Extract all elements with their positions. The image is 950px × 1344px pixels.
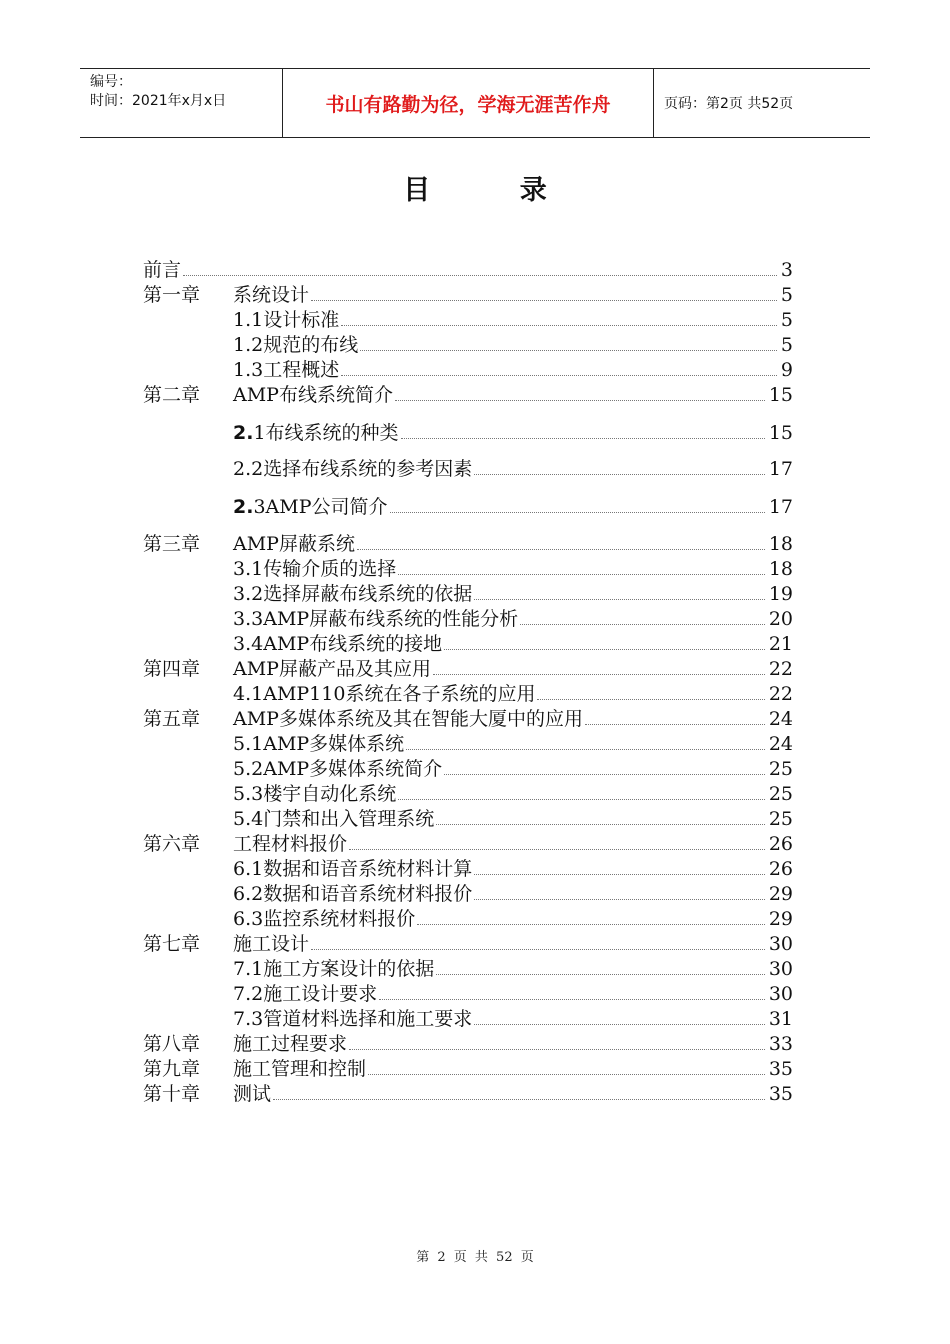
toc-row[interactable]: [143, 807, 803, 831]
toc-entry-text: 2.2选择布线系统的参考因素: [233, 458, 473, 480]
toc-dot-leader: [395, 400, 765, 401]
toc-chapter-label: 第十章: [143, 1083, 201, 1105]
page-title: 目 录: [403, 175, 587, 206]
toc-page-number: 26: [768, 833, 793, 855]
toc-entry-text: AMP屏蔽系统: [233, 533, 355, 555]
toc-entry-title: [233, 582, 472, 606]
header-motto: 书山有路勤为径，学海无涯苦作舟: [283, 69, 654, 137]
toc-entry-text: 1.1设计标准: [233, 309, 340, 331]
toc-dot-leader: [349, 849, 765, 850]
toc-dot-leader: [311, 949, 765, 950]
toc-entry-prefix: 2.: [233, 496, 254, 518]
toc-entry-text: 5.3楼宇自动化系统: [233, 783, 397, 805]
toc-page-number: 35: [768, 1083, 793, 1105]
toc-chapter-label: 第四章: [143, 658, 201, 680]
toc-entry-title: [233, 532, 355, 556]
toc-page-number: 5: [780, 284, 793, 306]
toc-entry-prefix: 2.: [233, 422, 254, 444]
toc-entry-text: 工程材料报价: [233, 833, 348, 855]
toc-row[interactable]: [143, 495, 803, 519]
toc-entry-title: [233, 807, 434, 831]
toc-entry-text: 5.1AMP多媒体系统: [233, 733, 405, 755]
toc-page-number: 9: [780, 359, 793, 381]
toc-page-number: 17: [768, 496, 793, 518]
toc-entry-title: [233, 732, 404, 756]
toc-entry-title: [233, 657, 431, 681]
toc-row[interactable]: [143, 832, 803, 856]
toc-entry-text: 测试: [233, 1083, 272, 1105]
toc-entry-text: 1.3工程概述: [233, 359, 340, 381]
toc-row[interactable]: [143, 421, 803, 445]
toc-entry-title: [233, 682, 535, 706]
header-table: [80, 68, 870, 138]
toc-dot-leader: [474, 474, 765, 475]
toc-page-number: 35: [768, 1058, 793, 1080]
toc-row[interactable]: [143, 732, 803, 756]
toc-page-number: 15: [768, 384, 793, 406]
toc-dot-leader: [379, 999, 765, 1000]
header-page-info: 页码：第2页 共52页: [664, 96, 794, 112]
toc-dot-leader: [537, 699, 765, 700]
toc-row[interactable]: [143, 657, 803, 681]
toc-dot-leader: [520, 624, 765, 625]
toc-entry-title: [233, 1057, 366, 1081]
toc-entry-title: [233, 1007, 472, 1031]
page-footer: 第 2 页 共 52 页: [416, 1250, 534, 1265]
toc-row[interactable]: [143, 1007, 803, 1031]
toc-page-number: 31: [768, 1008, 793, 1030]
toc-entry-title: [233, 1032, 347, 1056]
toc-entry-text: 6.2数据和语音系统材料报价: [233, 883, 473, 905]
toc-page-number: 22: [768, 658, 793, 680]
toc-page-number: 24: [768, 733, 793, 755]
toc-dot-leader: [183, 275, 777, 276]
toc-entry-text: 3.4AMP布线系统的接地: [233, 633, 443, 655]
toc-dot-leader: [349, 1049, 765, 1050]
toc-dot-leader: [357, 549, 765, 550]
toc-chapter-label: 第六章: [143, 833, 201, 855]
toc-page-number: 20: [768, 608, 793, 630]
toc-entry-title: [233, 383, 393, 407]
toc-page-number: 25: [768, 808, 793, 830]
toc-page-number: 18: [768, 533, 793, 555]
toc-page-number: 22: [768, 683, 793, 705]
toc-page-number: 33: [768, 1033, 793, 1055]
toc-entry-text: 4.1AMP110系统在各子系统的应用: [233, 683, 536, 705]
toc-dot-leader: [273, 1099, 765, 1100]
toc-chapter-label: 第九章: [143, 1058, 201, 1080]
toc-entry-title: [233, 632, 442, 656]
toc-row[interactable]: [143, 1057, 803, 1081]
toc-row[interactable]: [143, 582, 803, 606]
toc-dot-leader: [398, 799, 765, 800]
toc-row[interactable]: [143, 532, 803, 556]
toc-page-number: 29: [768, 883, 793, 905]
toc-chapter-label: 前言: [143, 259, 182, 281]
toc-entry-title: [233, 308, 339, 332]
toc-row[interactable]: [143, 283, 803, 307]
toc-row[interactable]: [143, 707, 803, 731]
toc-row[interactable]: [143, 557, 803, 581]
toc-page-number: 21: [768, 633, 793, 655]
toc-row[interactable]: [143, 907, 803, 931]
toc-dot-leader: [474, 599, 765, 600]
toc-row[interactable]: [143, 607, 803, 631]
toc-dot-leader: [341, 325, 777, 326]
header-meta: [80, 69, 283, 137]
toc-row[interactable]: [143, 857, 803, 881]
toc-dot-leader: [436, 974, 765, 975]
toc-entry-text: 1布线系统的种类: [253, 422, 399, 444]
toc-row[interactable]: [143, 308, 803, 332]
toc-page-number: 29: [768, 908, 793, 930]
toc-dot-leader: [401, 438, 765, 439]
toc-dot-leader: [444, 649, 765, 650]
toc-chapter-label: 第八章: [143, 1033, 201, 1055]
toc-page-number: 24: [768, 708, 793, 730]
toc-entry-title: [233, 457, 472, 481]
toc-row[interactable]: [143, 957, 803, 981]
toc-entry-text: 7.2施工设计要求: [233, 983, 378, 1005]
toc-dot-leader: [406, 749, 765, 750]
toc-entry-title: [233, 932, 309, 956]
toc-row[interactable]: [143, 258, 803, 282]
toc-entry-title: [233, 782, 396, 806]
toc-entry-title: [233, 495, 388, 519]
toc-entry-text: 3.3AMP屏蔽布线系统的性能分析: [233, 608, 519, 630]
toc-entry-title: [233, 832, 347, 856]
toc-dot-leader: [341, 375, 777, 376]
toc-entry-title: [233, 857, 472, 881]
toc-row[interactable]: [143, 1032, 803, 1056]
toc-row[interactable]: [143, 333, 803, 357]
toc-entry-title: [233, 982, 377, 1006]
toc-entry-text: 3AMP公司简介: [253, 496, 388, 518]
toc-row[interactable]: [143, 982, 803, 1006]
toc-dot-leader: [444, 774, 765, 775]
toc-entry-text: AMP布线系统简介: [233, 384, 393, 406]
toc-dot-leader: [311, 300, 777, 301]
toc-row[interactable]: [143, 1082, 803, 1106]
toc-entry-text: 施工过程要求: [233, 1033, 348, 1055]
toc-dot-leader: [390, 512, 765, 513]
toc-row[interactable]: [143, 782, 803, 806]
toc-page-number: 26: [768, 858, 793, 880]
toc-dot-leader: [433, 674, 765, 675]
toc-entry-text: 施工管理和控制: [233, 1058, 367, 1080]
doc-number-label: 编号：: [90, 74, 132, 90]
toc-row[interactable]: [143, 882, 803, 906]
toc-row[interactable]: [143, 358, 803, 382]
toc-page-number: 17: [768, 458, 793, 480]
toc-row[interactable]: [143, 682, 803, 706]
toc-entry-text: 系统设计: [233, 284, 310, 306]
toc-entry-title: [233, 333, 358, 357]
toc-entry-text: 施工设计: [233, 933, 310, 955]
doc-time-label: 时间：2021年x月x日: [90, 93, 227, 109]
toc-row[interactable]: [143, 383, 803, 407]
toc-entry-text: 1.2规范的布线: [233, 334, 359, 356]
toc-entry-title: [233, 882, 472, 906]
toc-entry-text: 6.1数据和语音系统材料计算: [233, 858, 473, 880]
toc-page-number: 5: [780, 334, 793, 356]
toc-entry-title: [233, 707, 583, 731]
toc-entry-title: [233, 1082, 271, 1106]
toc-page-number: 15: [768, 422, 793, 444]
toc-entry-text: 5.2AMP多媒体系统简介: [233, 758, 443, 780]
toc-page-number: 19: [768, 583, 793, 605]
toc-page-number: 30: [768, 958, 793, 980]
toc-chapter-label: 第五章: [143, 708, 201, 730]
toc-entry-title: [233, 557, 396, 581]
toc-entry-title: [233, 957, 434, 981]
toc-page-number: 5: [780, 309, 793, 331]
toc-page-number: 30: [768, 933, 793, 955]
toc-dot-leader: [398, 574, 765, 575]
toc-page-number: 30: [768, 983, 793, 1005]
toc-entry-title: [233, 607, 518, 631]
toc-entry-title: [233, 757, 442, 781]
toc-page-number: 18: [768, 558, 793, 580]
toc-dot-leader: [360, 350, 777, 351]
toc-page-number: 25: [768, 783, 793, 805]
toc-row[interactable]: [143, 632, 803, 656]
toc-chapter-label: 第七章: [143, 933, 201, 955]
toc-entry-text: 7.1施工方案设计的依据: [233, 958, 435, 980]
toc-entry-title: [233, 283, 309, 307]
toc-dot-leader: [474, 874, 765, 875]
toc-dot-leader: [368, 1074, 765, 1075]
toc-dot-leader: [417, 924, 765, 925]
toc-entry-text: 7.3管道材料选择和施工要求: [233, 1008, 473, 1030]
toc-entry-text: 5.4门禁和出入管理系统: [233, 808, 435, 830]
toc-entry-title: [233, 421, 399, 445]
toc-entry-title: [233, 907, 415, 931]
toc-page-number: 25: [768, 758, 793, 780]
toc-chapter-label: 第三章: [143, 533, 201, 555]
toc-chapter-label: 第一章: [143, 284, 201, 306]
toc-dot-leader: [474, 1024, 765, 1025]
toc-entry-text: 6.3监控系统材料报价: [233, 908, 416, 930]
toc-entry-text: 3.1传输介质的选择: [233, 558, 397, 580]
toc-row[interactable]: [143, 457, 803, 481]
toc-entry-title: [233, 358, 339, 382]
toc-entry-text: AMP屏蔽产品及其应用: [233, 658, 431, 680]
toc-dot-leader: [436, 824, 765, 825]
toc-dot-leader: [585, 724, 765, 725]
toc-row[interactable]: [143, 932, 803, 956]
toc-dot-leader: [474, 899, 765, 900]
toc-chapter-label: 第二章: [143, 384, 201, 406]
toc-page-number: 3: [780, 259, 793, 281]
toc-entry-text: 3.2选择屏蔽布线系统的依据: [233, 583, 473, 605]
toc-entry-text: AMP多媒体系统及其在智能大厦中的应用: [233, 708, 583, 730]
toc-row[interactable]: [143, 757, 803, 781]
